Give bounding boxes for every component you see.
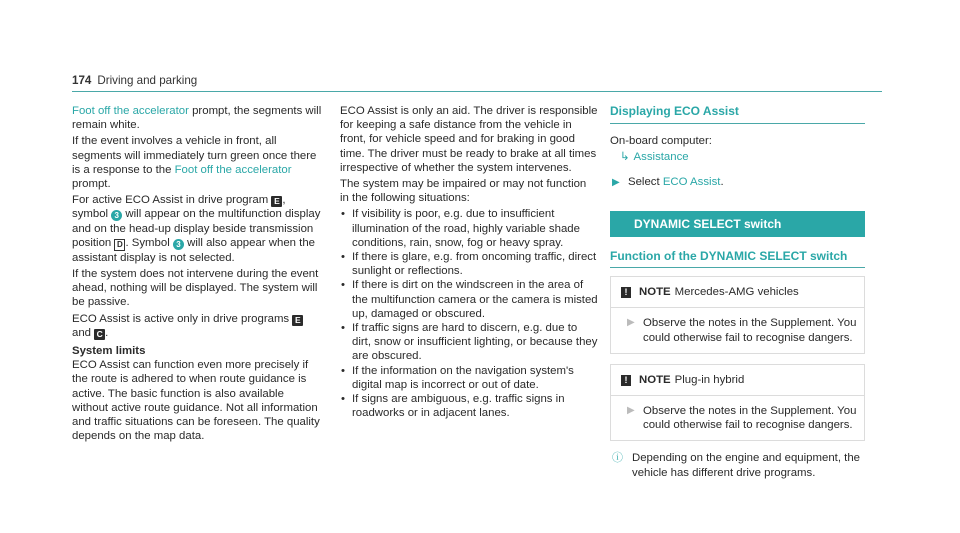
select-step: ▶ Select ECO Assist. — [610, 175, 865, 189]
column-1 — [72, 104, 322, 445]
function-heading: Function of the DYNAMIC SELECT switch — [610, 249, 865, 268]
list-item: • If there is dirt on the windscreen in the area of the multifunction camera or the camera is misted up, damaged or obscured. — [340, 278, 598, 321]
drive-program-c-icon: C — [94, 329, 105, 340]
note-box-amg — [610, 276, 865, 354]
foot-off-accelerator-link[interactable]: Foot off the accelerator — [174, 163, 292, 176]
paragraph-3: For active ECO Assist in drive program E , symbol 3 will appear on the multifunction display and on the head-up display beside transmission position D . Symbol 3 will also appear when the assistant display is not selected. — [72, 194, 321, 264]
note-body: Observe the notes in the Supplement. You could otherwise fail to recognise dangers. — [643, 317, 857, 344]
page-header — [72, 74, 197, 88]
header-rule — [72, 91, 882, 92]
list-item: • If traffic signs are hard to discern, e.g. due to dirt, snow or insufficient lighting, or because they are obscured. — [340, 321, 598, 364]
paragraph-situations: The system may be impaired or may not function in the following situations: — [340, 178, 587, 205]
displaying-eco-assist-heading: Displaying ECO Assist — [610, 104, 865, 124]
system-limits-text: ECO Assist can function even more precisely if the route is adhered to when route guidance is active. The basic function is also available without active route guidance. Not all information and traffic situations can be foreseen. The quality depends on the map data. — [72, 359, 320, 443]
callout-number-icon: 3 — [173, 239, 184, 250]
list-item: • If signs are ambiguous, e.g. traffic signs in roadworks or in adjacent lanes. — [340, 392, 598, 420]
step-arrow-icon: ▶ — [627, 405, 635, 417]
menu-path — [620, 150, 865, 164]
note-box-hybrid — [610, 364, 865, 442]
warning-icon: ! — [621, 287, 631, 298]
paragraph-aid: ECO Assist is only an aid. The driver is responsible for keeping a safe distance from the vehicle in front, for vehicle speed and for braking in good time. The driver must be ready to brake at all times irrespective of whether the system intervenes. — [340, 105, 598, 174]
note-body: Observe the notes in the Supplement. You could otherwise fail to recognise dangers. — [643, 405, 857, 432]
list-item: • If the information on the navigation system's digital map is incorrect or out of date. — [340, 364, 598, 392]
page-number: 174 — [72, 74, 92, 87]
paragraph-2: If the event involves a vehicle in front, all segments will immediately turn green once there is a response to the Foot off the accelerator prompt. — [72, 135, 317, 191]
info-icon: ⓘ — [612, 452, 623, 465]
system-limits-heading: System limits — [72, 345, 146, 358]
list-item: • If visibility is poor, e.g. due to insufficient illumination of the road, highly variable shade conditions, rain, snow, fog or heavy spray. — [340, 207, 598, 250]
eco-assist-link[interactable]: ECO Assist — [662, 175, 721, 188]
drive-program-e-icon: E — [271, 196, 282, 207]
paragraph-4: If the system does not intervene during the event ahead, nothing will be displayed. The system will be passive. — [72, 268, 319, 309]
path-arrow-icon: ↳ — [620, 151, 630, 164]
warning-icon: ! — [621, 375, 631, 386]
step-arrow-icon: ▶ — [627, 317, 635, 329]
onboard-computer-label: On-board computer: — [610, 135, 712, 148]
paragraph-1: Foot off the accelerator prompt, the segments will remain white. — [72, 105, 322, 132]
column-3 — [610, 104, 865, 480]
drive-program-e-icon: E — [292, 315, 303, 326]
transmission-d-icon: D — [114, 239, 125, 251]
note-title: Plug-in hybrid — [674, 373, 745, 386]
note-title: Mercedes-AMG vehicles — [674, 286, 799, 299]
step-arrow-icon: ▶ — [612, 176, 620, 188]
column-2 — [340, 104, 598, 420]
paragraph-5: ECO Assist is active only in drive programs E and C . — [72, 312, 322, 340]
dynamic-select-banner: DYNAMIC SELECT switch — [610, 211, 865, 237]
list-item: • If there is glare, e.g. from oncoming traffic, direct sunlight or reflections. — [340, 250, 598, 278]
callout-number-icon: 3 — [111, 210, 122, 221]
section-title: Driving and parking — [97, 74, 198, 87]
assistance-menu-item[interactable]: Assistance — [633, 151, 689, 164]
situations-list — [340, 207, 598, 420]
info-note: ⓘ Depending on the engine and equipment, the vehicle has different drive programs. — [612, 452, 860, 479]
note-label: NOTE — [639, 373, 671, 386]
foot-off-accelerator-link[interactable]: Foot off the accelerator — [72, 105, 189, 117]
note-label: NOTE — [639, 286, 671, 299]
